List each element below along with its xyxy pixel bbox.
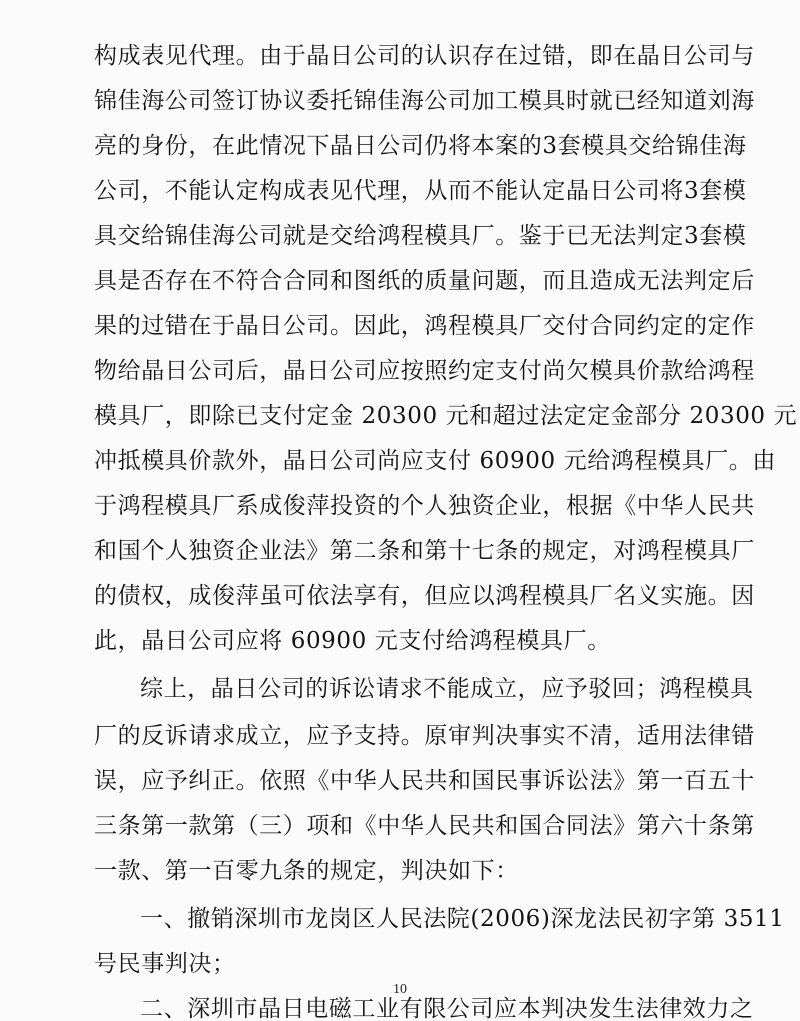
text-line: 具是否存在不符合合同和图纸的质量问题，而且造成无法判定后 (94, 268, 755, 294)
text-line: 误，应予纠正。依照《中华人民共和国民事诉讼法》第一百五十 (94, 768, 755, 794)
text-line: 果的过错在于晶日公司。因此，鸿程模具厂交付合同约定的定作 (94, 313, 755, 339)
text-line: 的债权，成俊萍虽可依法享有，但应以鸿程模具厂名义实施。因 (94, 583, 755, 609)
text-line: 物给晶日公司后，晶日公司应按照约定支付尚欠模具价款给鸿程 (94, 358, 755, 384)
text-line: 于鸿程模具厂系成俊萍投资的个人独资企业，根据《中华人民共 (94, 493, 755, 519)
text-line: 锦佳海公司签订协议委托锦佳海公司加工模具时就已经知道刘海 (94, 88, 755, 114)
text-line: 构成表见代理。由于晶日公司的认识存在过错，即在晶日公司与 (94, 43, 755, 69)
page-number: 10 (393, 982, 407, 997)
text-line: 厂的反诉请求成立，应予支持。原审判决事实不清，适用法律错 (94, 723, 755, 749)
text-line: 此，晶日公司应将 60900 元支付给鸿程模具厂。 (94, 628, 611, 654)
text-line: 公司，不能认定构成表见代理，从而不能认定晶日公司将3套模 (94, 178, 747, 204)
verdict-item-2: 二、深圳市晶日电磁工业有限公司应本判决发生法律效力之 (140, 996, 754, 1021)
text-line: 模具厂，即除已支付定金 20300 元和超过法定定金部分 20300 元 (94, 403, 798, 429)
text-line: 一款、第一百零九条的规定，判决如下： (94, 858, 519, 884)
paragraph-start-line: 综上，晶日公司的诉讼请求不能成立，应予驳回；鸿程模具 (140, 676, 754, 702)
text-line: 和国个人独资企业法》第二条和第十七条的规定，对鸿程模具厂 (94, 538, 755, 564)
text-line: 号民事判决； (94, 951, 236, 977)
text-line: 三条第一款第（三）项和《中华人民共和国合同法》第六十条第 (94, 813, 755, 839)
text-line: 具交给锦佳海公司就是交给鸿程模具厂。鉴于已无法判定3套模 (94, 223, 747, 249)
text-line: 亮的身份，在此情况下晶日公司仍将本案的3套模具交给锦佳海 (94, 133, 747, 159)
verdict-item-1: 一、撤销深圳市龙岗区人民法院(2006)深龙法民初字第 3511 (140, 906, 785, 932)
text-line: 冲抵模具价款外，晶日公司尚应支付 60900 元给鸿程模具厂。由 (94, 448, 776, 474)
